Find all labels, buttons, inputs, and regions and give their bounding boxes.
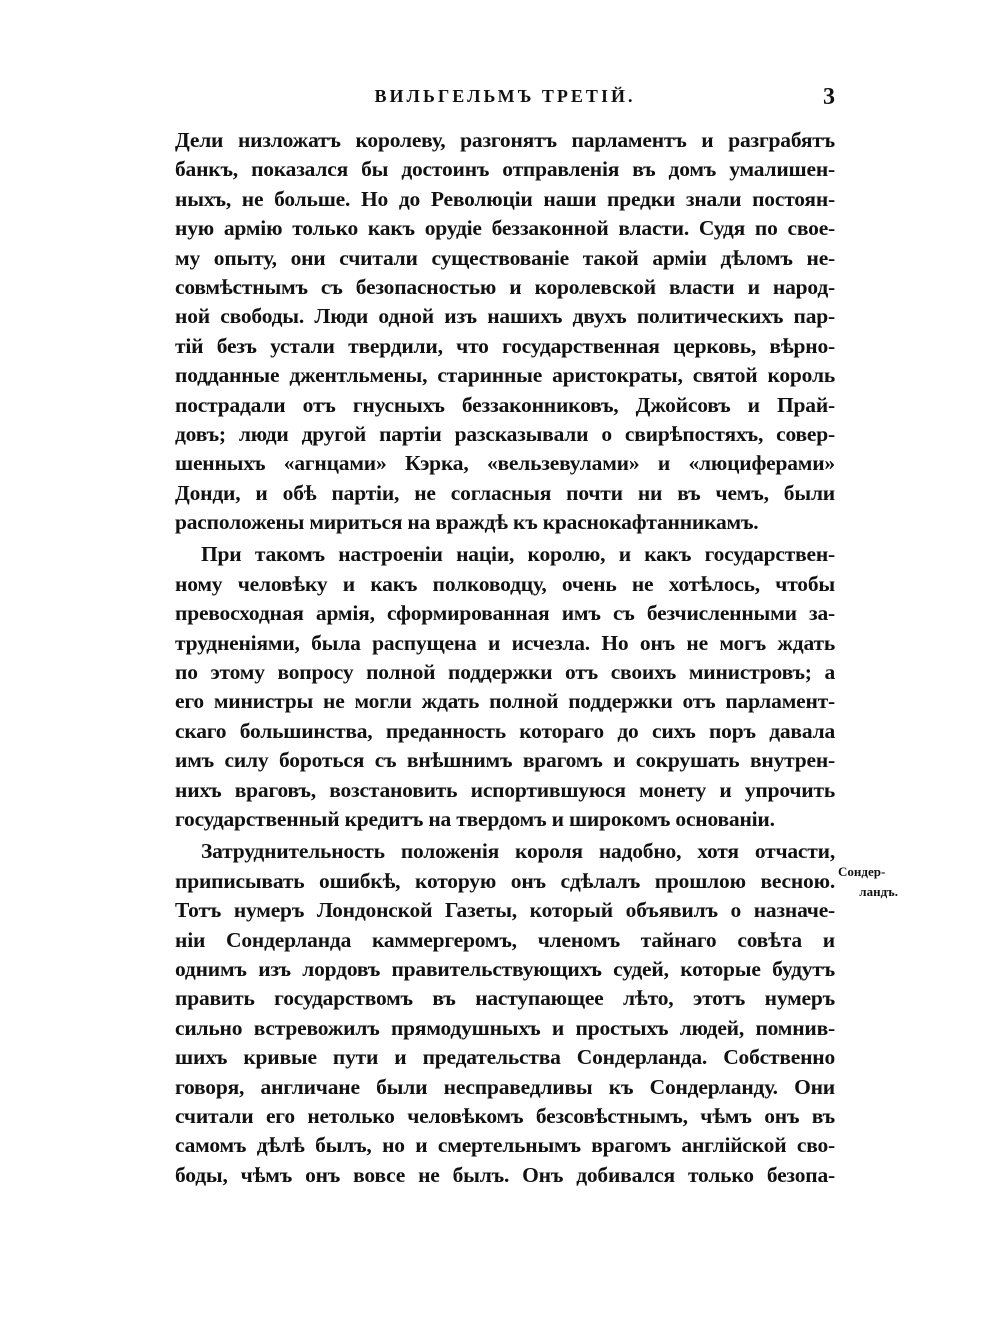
text-line: приписывать ошибкѣ, которую онъ сдѣлалъ прошлою весною. bbox=[175, 868, 835, 893]
text-line: скаго большинства, преданность котораго до сихъ поръ давала bbox=[175, 718, 835, 743]
margin-note-line: ландъ. bbox=[859, 884, 898, 899]
page-header bbox=[175, 86, 835, 116]
text-line: При такомъ настроеніи націи, королю, и какъ государствен- bbox=[201, 542, 835, 567]
text-line: Затруднительность положенія короля надобно, хотя отчасти, bbox=[201, 839, 835, 864]
text-line: подданные джентльмены, старинные аристократы, святой король bbox=[175, 363, 835, 388]
text-line: нихъ враговъ, возстановить испортившуюся монету и упрочить bbox=[175, 777, 835, 802]
text-line: править государствомъ въ наступающее лѣто, этотъ нумеръ bbox=[175, 986, 835, 1011]
text-line: однимъ изъ лордовъ правительствующихъ судей, которые будутъ bbox=[175, 956, 835, 981]
text-line: ному человѣку и какъ полководцу, очень не хотѣлось, чтобы bbox=[175, 571, 835, 596]
text-line: считали его нетолько человѣкомъ безсовѣстнымъ, чѣмъ онъ въ bbox=[175, 1103, 835, 1128]
text-line: Тотъ нумеръ Лондонской Газеты, который объявилъ о назначе- bbox=[175, 898, 835, 923]
text-line: ныхъ, не больше. Но до Революціи наши предки знали постоян- bbox=[175, 186, 835, 211]
text-line: му опыту, они считали существованіе такой арміи дѣломъ не- bbox=[175, 245, 835, 270]
text-line: боды, чѣмъ онъ вовсе не былъ. Онъ добивался только безопа- bbox=[175, 1162, 835, 1187]
text-line: говоря, англичане были несправедливы къ Сондерланду. Они bbox=[175, 1074, 835, 1099]
text-line: сильно встревожилъ прямодушныхъ и простыхъ людей, помнив- bbox=[175, 1015, 835, 1040]
margin-note-line: Сондер- bbox=[838, 864, 886, 879]
text-line: ной свободы. Люди одной изъ нашихъ двухъ политическихъ пар- bbox=[175, 304, 835, 329]
text-line: шихъ кривые пути и предательства Сондерланда. Собственно bbox=[175, 1045, 835, 1070]
text-line: по этому вопросу полной поддержки отъ своихъ министровъ; а bbox=[175, 660, 835, 685]
text-line: довъ; люди другой партіи разсказывали о свирѣпостяхъ, совер- bbox=[175, 421, 835, 446]
paragraph-3 bbox=[175, 837, 835, 1190]
text-line: ніи Сондерланда каммергеромъ, членомъ тайнаго совѣта и bbox=[175, 927, 835, 952]
text-line: трудненіями, была распущена и исчезла. Но онъ не могъ ждать bbox=[175, 630, 835, 655]
margin-note bbox=[838, 862, 908, 902]
text-line: Донди, и обѣ партіи, не согласныя почти ни въ чемъ, были bbox=[175, 480, 835, 505]
page-number: 3 bbox=[823, 84, 835, 110]
text-line: банкъ, показался бы достоинъ отправленія въ домъ умалишен- bbox=[175, 157, 835, 182]
text-line: пострадали отъ гнусныхъ беззаконниковъ, Джойсовъ и Прай- bbox=[175, 392, 835, 417]
text-line: Дели низложатъ королеву, разгонятъ парламентъ и разграбятъ bbox=[175, 128, 835, 152]
text-line: совмѣстнымъ съ безопасностью и королевской власти и народ- bbox=[175, 274, 835, 299]
paragraph-1 bbox=[175, 126, 835, 537]
text-line: ную армію только какъ орудіе беззаконной власти. Судя по свое- bbox=[175, 216, 835, 241]
text-line: тій безъ устали твердили, что государственная церковь, вѣрно- bbox=[175, 333, 835, 358]
text-line: шенныхъ «агнцами» Кэрка, «вельзевулами» и «люциферами» bbox=[175, 451, 835, 476]
body-text bbox=[175, 126, 835, 1190]
paragraph-2 bbox=[175, 540, 835, 834]
text-line: государственный кредитъ на твердомъ и широкомъ основаніи. bbox=[175, 806, 775, 831]
text-line: имъ силу бороться съ внѣшнимъ врагомъ и сокрушать внутрен- bbox=[175, 748, 835, 773]
text-line: расположены мириться на враждѣ къ краснокафтанникамъ. bbox=[175, 510, 759, 535]
text-line: его министры не могли ждать полной поддержки отъ парламент- bbox=[175, 689, 835, 714]
text-line: превосходная армія, сформированная имъ съ безчисленными за- bbox=[175, 601, 835, 626]
text-line: самомъ дѣлѣ былъ, но и смертельнымъ врагомъ англійской сво- bbox=[175, 1133, 835, 1158]
running-title: ВИЛЬГЕЛЬМЪ ТРЕТІЙ. bbox=[374, 86, 636, 106]
